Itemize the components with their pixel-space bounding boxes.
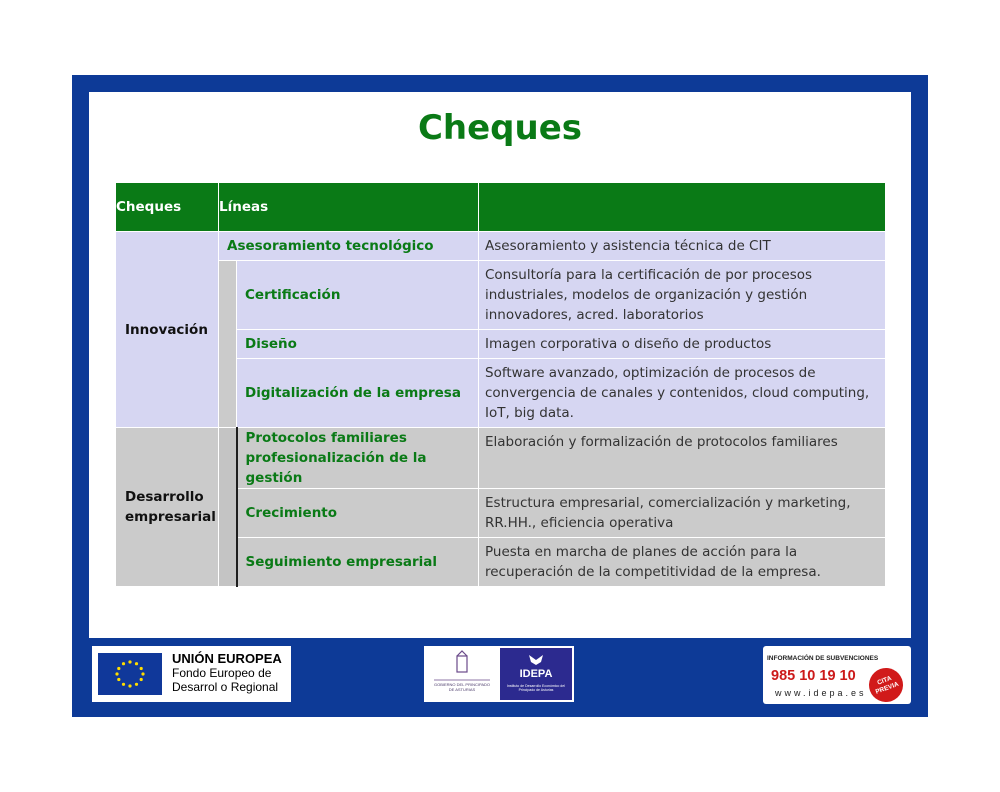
line-diseno: Diseño [237, 330, 479, 359]
table-row [116, 232, 886, 261]
row-indent [219, 428, 237, 587]
cita-previa-badge [864, 663, 908, 707]
asturias-label: GOBIERNO DEL PRINCIPADO DE ASTURIAS [433, 682, 490, 692]
eu-logo [92, 646, 291, 702]
line-protocolos: Protocolos familiares profesionalización de la gestión [237, 428, 479, 489]
slide-title: Cheques [417, 108, 583, 148]
eu-title: UNIÓN EUROPEA [172, 651, 282, 666]
eu-line1: Fondo Europeo de [172, 666, 272, 680]
category-desarrollo: Desarrollo empresarial [116, 428, 219, 587]
desc-protocolos: Elaboración y formalización de protocolos familiares [479, 428, 886, 489]
table-row [116, 261, 886, 330]
line-asesoramiento: Asesoramiento tecnológico [219, 232, 479, 261]
header-lineas: Líneas [219, 183, 479, 232]
idepa-logo [500, 648, 572, 700]
row-indent [219, 261, 237, 428]
desc-seguimiento: Puesta en marcha de planes de acción para la recuperación de la competitividad de la empresa. [479, 538, 886, 587]
header-cheques: Cheques [116, 183, 219, 232]
line-certificacion: Certificación [237, 261, 479, 330]
category-innovacion: Innovación [116, 232, 219, 428]
eu-line2: Desarrol o Regional [172, 680, 279, 694]
desc-asesoramiento: Asesoramiento y asistencia técnica de CIT [479, 232, 886, 261]
partner-logos [424, 646, 574, 702]
cheques-table [115, 182, 886, 587]
info-phone: 985 10 19 10 [771, 668, 856, 684]
desc-crecimiento: Estructura empresarial, comercialización y marketing, RR.HH., eficiencia operativa [479, 489, 886, 538]
desc-certificacion: Consultoría para la certificación de por procesos industriales, modelos de organización y gestión innovadores, acred. laboratorios [479, 261, 886, 330]
table-header-row [116, 183, 886, 232]
desc-diseno: Imagen corporativa o diseño de productos [479, 330, 886, 359]
eu-text [172, 652, 282, 694]
line-seguimiento: Seguimiento empresarial [237, 538, 479, 587]
table-row [116, 428, 886, 489]
info-title: INFORMACIÓN DE SUBVENCIONES [767, 655, 879, 662]
header-description [479, 183, 886, 232]
line-crecimiento: Crecimiento [237, 489, 479, 538]
idepa-name: IDEPA [519, 668, 553, 680]
cita-label: CITA PREVIA [874, 674, 900, 696]
idepa-emblem-icon [527, 653, 545, 667]
eu-flag-icon [98, 653, 162, 695]
info-web: www.idepa.es [775, 688, 867, 698]
subvenciones-info-badge [763, 646, 911, 704]
line-digitalizacion: Digitalización de la empresa [237, 359, 479, 428]
idepa-sub: Instituto de Desarrollo Económico del Principado de Asturias [507, 684, 565, 692]
desc-digitalizacion: Software avanzado, optimización de procesos de convergencia de canales y contenidos, cloud computing, IoT, big data. [479, 359, 886, 428]
asturias-logo [426, 648, 498, 700]
